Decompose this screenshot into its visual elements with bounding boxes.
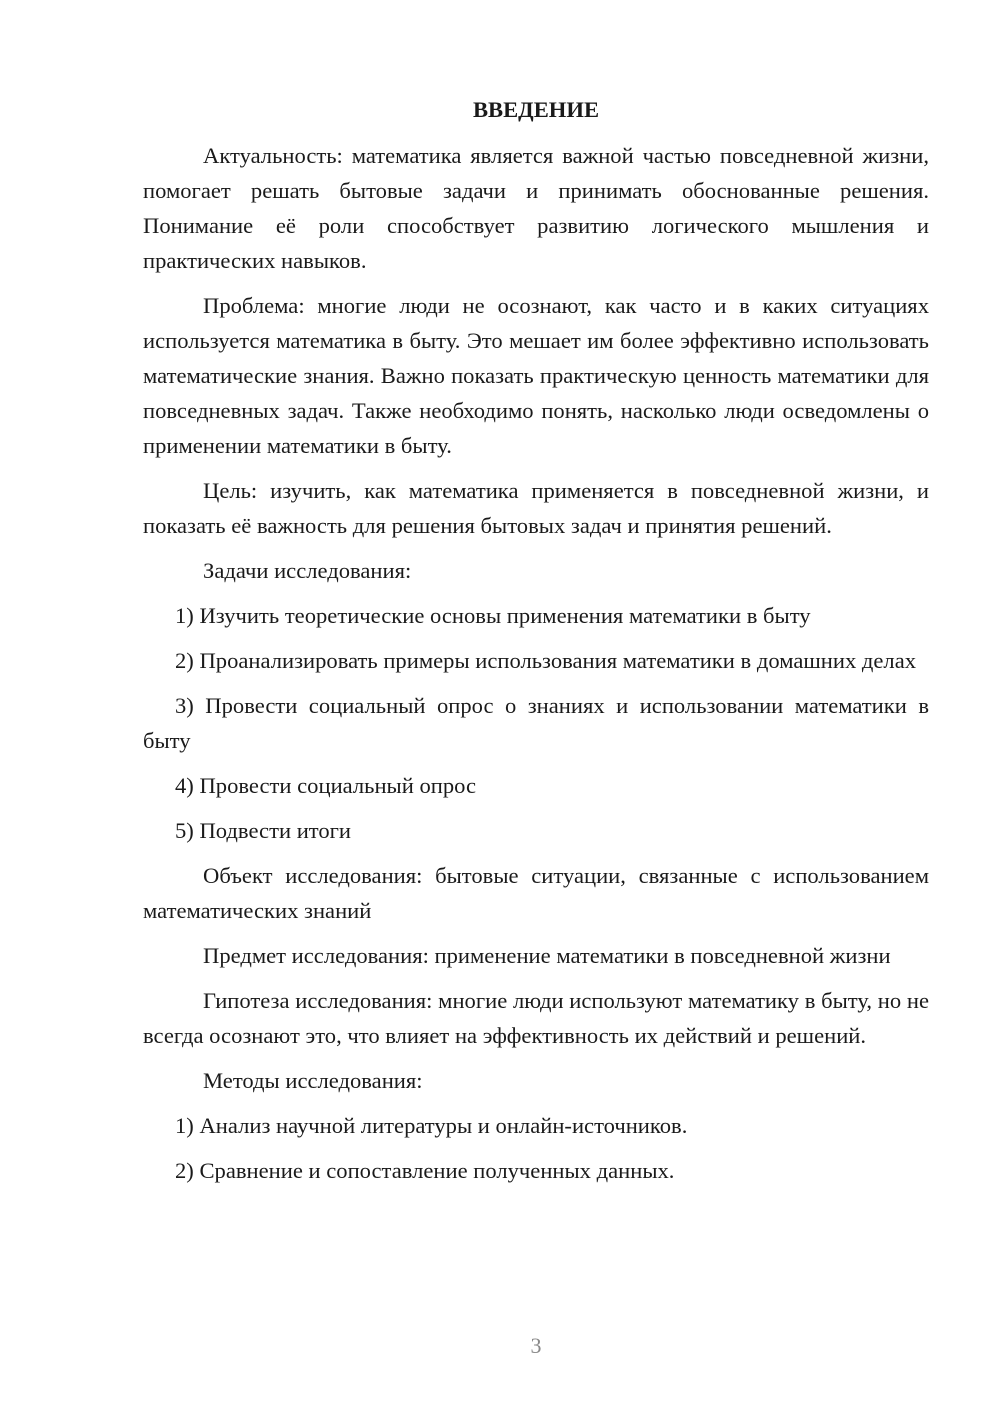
goal-paragraph: Цель: изучить, как математика применяется в повседневной жизни, и показать её важность для решения бытовых задач и принятия решений. (143, 478, 929, 538)
subject-paragraph: Предмет исследования: применение математики в повседневной жизни (203, 943, 891, 968)
task-item: 4) Провести социальный опрос (175, 773, 477, 798)
document-page (143, 94, 929, 1198)
tasks-heading: Задачи исследования: (203, 558, 412, 583)
task-item: 2) Проанализировать примеры использования математики в домашних делах (175, 648, 917, 673)
task-item: 3) Провести социальный опрос о знаниях и использовании математики в быту (143, 693, 929, 753)
method-item: 1) Анализ научной литературы и онлайн-источников. (175, 1113, 688, 1138)
object-paragraph: Объект исследования: бытовые ситуации, связанные с использованием математических знаний (143, 863, 929, 923)
relevance-paragraph: Актуальность: математика является важной частью повседневной жизни, помогает решать бытовые задачи и принимать обоснованные решения. Понимание её роли способствует развитию логического мышления и практических навыков. (143, 143, 929, 273)
section-title: ВВЕДЕНИЕ (472, 97, 600, 122)
page-number: 3 (530, 1333, 542, 1358)
hypothesis-paragraph: Гипотеза исследования: многие люди используют математику в быту, но не всегда осознают это, что влияет на эффективность их действий и решений. (143, 988, 929, 1048)
problem-paragraph: Проблема: многие люди не осознают, как часто и в каких ситуациях используется математика в быту. Это мешает им более эффективно использовать математические знания. Важно показать практическую ценность математики для повседневных задач. Также необходимо понять, насколько люди осведомлены о применении математики в быту. (143, 293, 929, 458)
task-item: 1) Изучить теоретические основы применения математики в быту (175, 603, 811, 628)
methods-heading: Методы исследования: (203, 1068, 423, 1093)
task-item: 5) Подвести итоги (175, 818, 352, 843)
method-item: 2) Сравнение и сопоставление полученных данных. (175, 1158, 675, 1183)
